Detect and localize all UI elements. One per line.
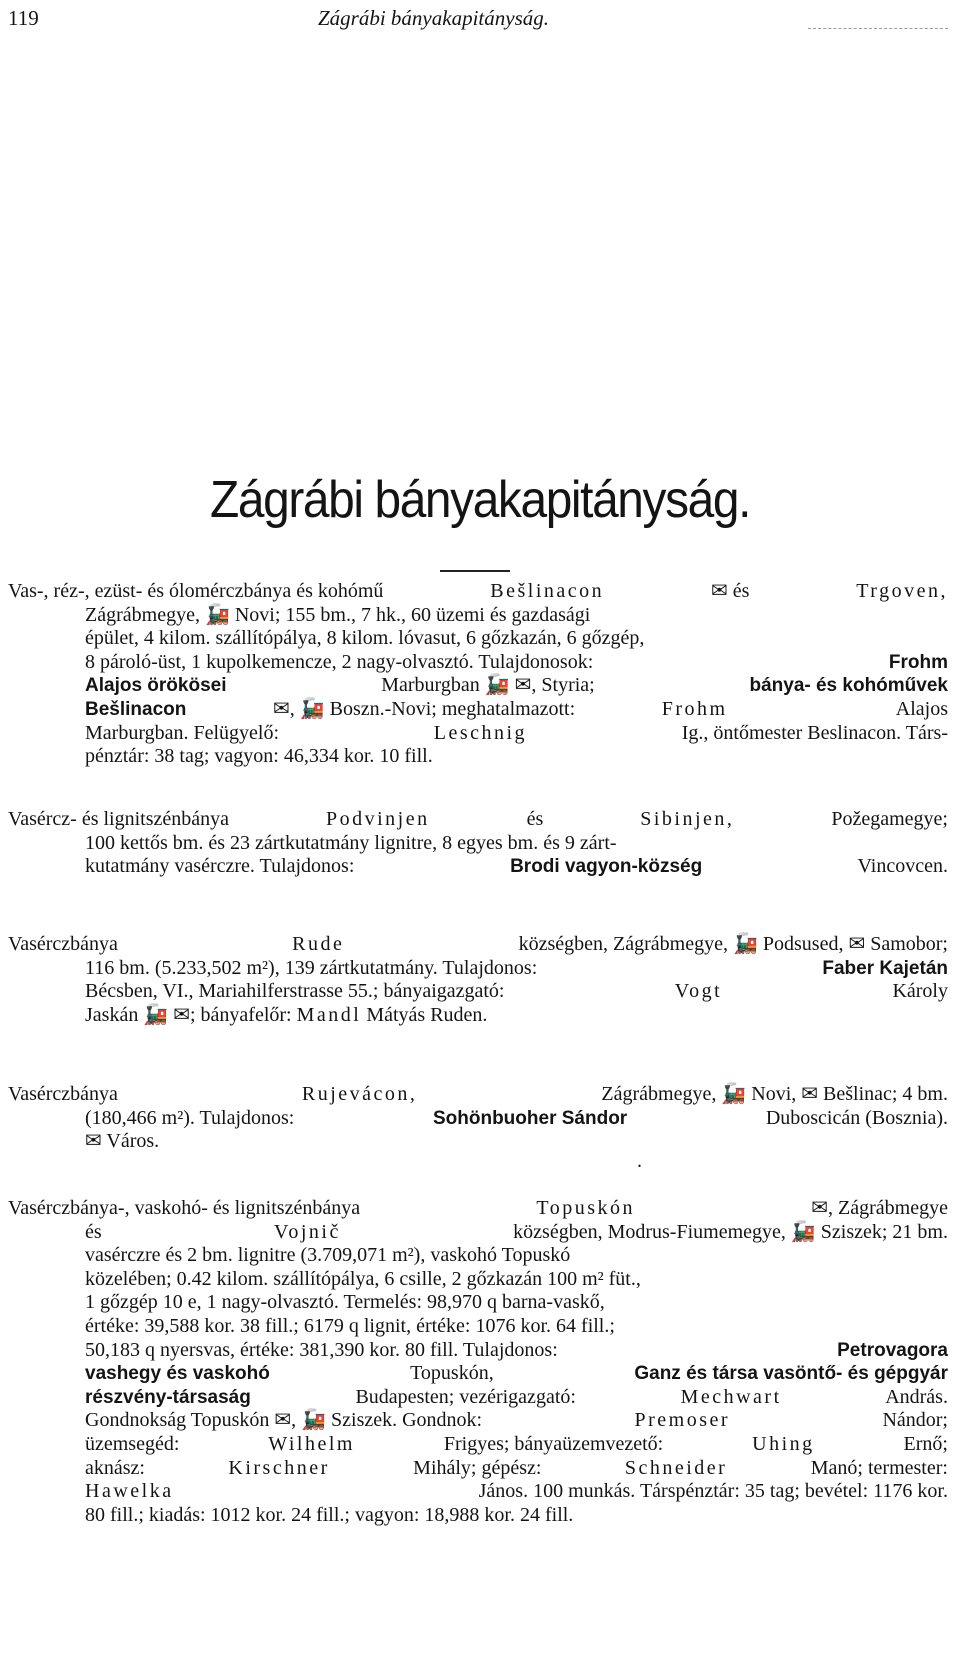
text-run: 80 fill.; kiadás: 1012 kor. 24 fill.; vagyon: 18,988 kor. 24 fill. — [85, 1503, 574, 1526]
text-run: Duboscicán (Bosznia). — [760, 1106, 948, 1129]
text-line — [8, 1362, 948, 1386]
running-head — [8, 6, 952, 36]
text-run — [809, 698, 814, 722]
text-line — [8, 627, 948, 651]
entry-topusko — [8, 1197, 948, 1527]
text-run: Topuskón, — [405, 1362, 499, 1385]
text-line — [8, 1197, 948, 1221]
owner-name: Alajos örökösei — [85, 675, 227, 697]
text-run: ✉, Zágrábmegye — [806, 1197, 948, 1219]
text-line — [8, 698, 948, 722]
text-line — [8, 1268, 948, 1292]
person-name: Premoser — [634, 1409, 731, 1432]
text-line — [8, 1221, 948, 1245]
text-line — [8, 808, 948, 832]
text-line — [8, 580, 948, 604]
text-line — [8, 855, 948, 879]
owner-name: vashegy és vaskohó — [85, 1363, 270, 1385]
text-line — [8, 1315, 948, 1339]
text-run: Zágrábmegye, 🚂 Novi, ✉ Bešlinac; 4 bm. — [596, 1083, 948, 1105]
text-run: András. — [881, 1385, 948, 1408]
text-run: Vasércz- és lignitszénbánya — [8, 808, 235, 830]
text-run: községben, Modrus-Fiumemegye, 🚂 Sziszek; 21 bm. — [508, 1220, 948, 1243]
place-name: Topuskón — [536, 1197, 635, 1219]
text-line — [8, 1457, 948, 1481]
text-run: Marburgban 🚂 ✉, Styria; — [376, 674, 600, 697]
text-line — [8, 745, 948, 769]
owner-name: bánya- és kohóművek — [749, 675, 948, 697]
place-name: Sibinjen, — [640, 808, 735, 830]
text-line — [8, 980, 948, 1004]
text-run: Marburgban. Felügyelő: — [85, 721, 285, 744]
text-run: Bécsben, VI., Mariahilferstrasse 55.; bányaigazgató: — [85, 980, 510, 1003]
running-title: Zágrábi bányakapitányság. — [318, 6, 549, 30]
text-line — [8, 1107, 948, 1131]
text-run: 116 bm. (5.233,502 m²), 139 zártkutatmány. Tulajdonos: — [85, 956, 543, 979]
text-run: Vas-, réz-, ezüst- és ólomérczbánya és kohómű — [8, 580, 389, 602]
text-line — [8, 1504, 948, 1528]
entry-beslinac — [8, 580, 948, 769]
text-run: pénztár: 38 tag; vagyon: 46,334 kor. 10 fill. — [85, 745, 433, 768]
person-name: Hawelka — [85, 1480, 174, 1503]
text-run: Vasérczbánya — [8, 933, 123, 955]
text-run: Požegamegye; — [826, 808, 948, 830]
owner-name: Brodi vagyon-község — [510, 856, 703, 878]
text-run: Mihály; gépész: — [408, 1456, 547, 1479]
text-run: Nándor; — [877, 1409, 948, 1432]
text-run: János. 100 munkás. Társpénztár: 35 tag; bevétel: 1176 kor. — [473, 1480, 948, 1503]
place-name: Vojnič — [273, 1220, 341, 1243]
text-run: 8 pároló-üst, 1 kupolkemencze, 2 nagy-olvasztó. Tulajdonosok: — [85, 650, 599, 673]
entry-rujevac — [8, 1083, 948, 1154]
owner-name: Sohönbuoher Sándor — [432, 1107, 628, 1129]
person-name: Mechwart — [680, 1385, 782, 1408]
text-run: és — [521, 808, 549, 830]
text-run: (180,466 m²). Tulajdonos: — [85, 1106, 300, 1129]
text-line — [8, 933, 948, 957]
place-name: Bešlinacon — [490, 580, 605, 602]
text-run: Károly — [887, 980, 948, 1003]
text-line — [8, 722, 948, 746]
person-name: Mandl — [296, 1003, 362, 1026]
text-line — [8, 1339, 948, 1363]
text-run: községben, Zágrábmegye, 🚂 Podsused, ✉ Samobor; — [513, 933, 948, 955]
text-run: vasérczre és 2 bm. lignitre (3.709,071 m²), vaskohó Topuskó — [85, 1244, 571, 1267]
text-line — [8, 1480, 948, 1504]
text-line — [8, 1130, 948, 1154]
person-name: Frohm — [661, 697, 728, 720]
owner-name: Faber Kajetán — [822, 957, 948, 979]
owner-name: Frohm — [888, 651, 948, 673]
text-run: ✉ és — [706, 580, 755, 602]
text-run: aknász: — [85, 1456, 150, 1479]
text-line — [8, 1004, 948, 1028]
text-run: 100 kettős bm. és 23 zártkutatmány lignitre, 8 egyes bm. és 9 zárt- — [85, 831, 617, 854]
text-run: Budapesten; vezérigazgató: — [350, 1385, 581, 1408]
person-name: Schneider — [624, 1456, 728, 1479]
chapter-title: Zágrábi bányakapitányság. — [210, 471, 750, 529]
title-rule — [440, 570, 510, 572]
text-run: kutatmány vasérczre. Tulajdonos: — [85, 855, 360, 878]
text-run: Alajos — [895, 697, 948, 720]
text-line — [8, 604, 948, 628]
person-name: Wilhelm — [268, 1432, 355, 1455]
text-run: és — [85, 1220, 107, 1243]
text-line — [8, 832, 948, 856]
text-line — [8, 1433, 948, 1457]
text-run: Mátyás Ruden. — [361, 1003, 488, 1026]
text-line — [8, 1386, 948, 1410]
text-run: 1 gőzgép 10 e, 1 nagy-olvasztó. Termelés: 98,970 q barna-vaskő, — [85, 1291, 605, 1314]
text-run: Vasérczbánya-, vaskohó- és lignitszénbánya — [8, 1197, 366, 1219]
header-dashes — [808, 28, 948, 29]
text-run: Jaskán 🚂 ✉; bányafelőr: — [85, 1003, 297, 1026]
text-run: Ernő; — [898, 1432, 948, 1455]
text-run: Vincovcen. — [852, 855, 948, 878]
person-name: Leschnig — [433, 721, 528, 744]
owner-name: Ganz és társa vasöntő- és gépgyár — [634, 1363, 948, 1385]
place-name: Rude — [292, 933, 345, 955]
text-run: ✉, 🚂 Boszn.-Novi; meghatalmazott: — [267, 697, 581, 720]
text-run: Vasérczbánya — [8, 1083, 123, 1105]
person-name: Vogt — [674, 980, 723, 1003]
person-name: Uhing — [752, 1432, 815, 1455]
place-name: Trgoven, — [856, 580, 948, 602]
text-run: Gondnokság Topuskón ✉, 🚂 Sziszek. Gondnok: — [85, 1409, 488, 1432]
text-line — [8, 957, 948, 981]
place-name: Podvinjen — [325, 808, 430, 830]
text-line — [8, 674, 948, 698]
text-run: Ig., öntőmester Beslinacon. Társ- — [676, 721, 948, 744]
text-line — [8, 1291, 948, 1315]
text-run: közelében; 0.42 kilom. szállítópálya, 6 csille, 2 gőzkazán 100 m² füt., — [85, 1267, 641, 1290]
text-line — [8, 1409, 948, 1433]
text-run: ✉ Város. — [85, 1130, 160, 1153]
text-line — [8, 1083, 948, 1107]
page-number: 119 — [8, 6, 39, 30]
place-name: Rujevácon, — [301, 1083, 418, 1105]
owner-name: Bešlinacon — [85, 698, 187, 720]
entry-rude — [8, 933, 948, 1027]
owner-name: részvény-társaság — [85, 1386, 251, 1408]
text-run: értéke: 39,588 kor. 38 fill.; 6179 q lignit, értéke: 1076 kor. 64 fill.; — [85, 1314, 615, 1337]
stray-mark: . — [637, 1150, 642, 1172]
entry-podvinjen — [8, 808, 948, 879]
owner-name: Petrovagora — [837, 1339, 948, 1361]
text-line — [8, 1244, 948, 1268]
text-run: Frigyes; bányaüzemvezető: — [438, 1432, 669, 1455]
text-line — [8, 651, 948, 675]
text-run: 50,183 q nyersvas, értéke: 381,390 kor. 80 fill. Tulajdonos: — [85, 1338, 563, 1361]
person-name: Kirschner — [228, 1456, 330, 1479]
text-run: Zágrábmegye, 🚂 Novi; 155 bm., 7 hk., 60 üzemi és gazdasági — [85, 603, 591, 626]
text-run: Manó; termester: — [805, 1456, 948, 1479]
text-run: üzemsegéd: — [85, 1432, 185, 1455]
text-run: épület, 4 kilom. szállítópálya, 8 kilom. lóvasut, 6 gőzkazán, 6 gőzgép, — [85, 627, 645, 650]
